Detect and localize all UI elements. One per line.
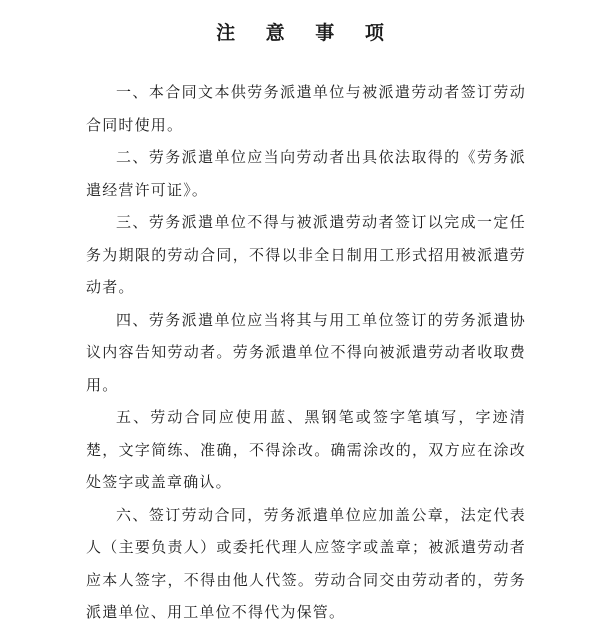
- notice-body: [86, 76, 526, 629]
- notice-item-6: 六、签订劳动合同，劳务派遣单位应加盖公章，法定代表人（主要负责人）或委托代理人应签字或盖章；被派遣劳动者应本人签字，不得由他人代签。劳动合同交由劳动者的，劳务派遣单位、用工单位不得代为保管。: [86, 505, 526, 621]
- notice-item-5: 五、劳动合同应使用蓝、黑钢笔或签字笔填写，字迹清楚，文字简练、准确，不得涂改。确需涂改的，双方应在涂改处签字或盖章确认。: [86, 408, 526, 491]
- notice-item-4: 四、劳务派遣单位应当将其与用工单位签订的劳务派遣协议内容告知劳动者。劳务派遣单位不得向被派遣劳动者收取费用。: [86, 310, 526, 394]
- page-title: 注 意 事 项: [216, 22, 396, 44]
- notice-item-2: 二、劳务派遣单位应当向劳动者出具依法取得的《劳务派遣经营许可证》。: [86, 148, 526, 199]
- notice-item-3: 三、劳务派遣单位不得与被派遣劳动者签订以完成一定任务为期限的劳动合同，不得以非全日制用工形式招用被派遣劳动者。: [86, 213, 526, 296]
- notice-item-1: 一、本合同文本供劳务派遣单位与被派遣劳动者签订劳动合同时使用。: [86, 83, 526, 134]
